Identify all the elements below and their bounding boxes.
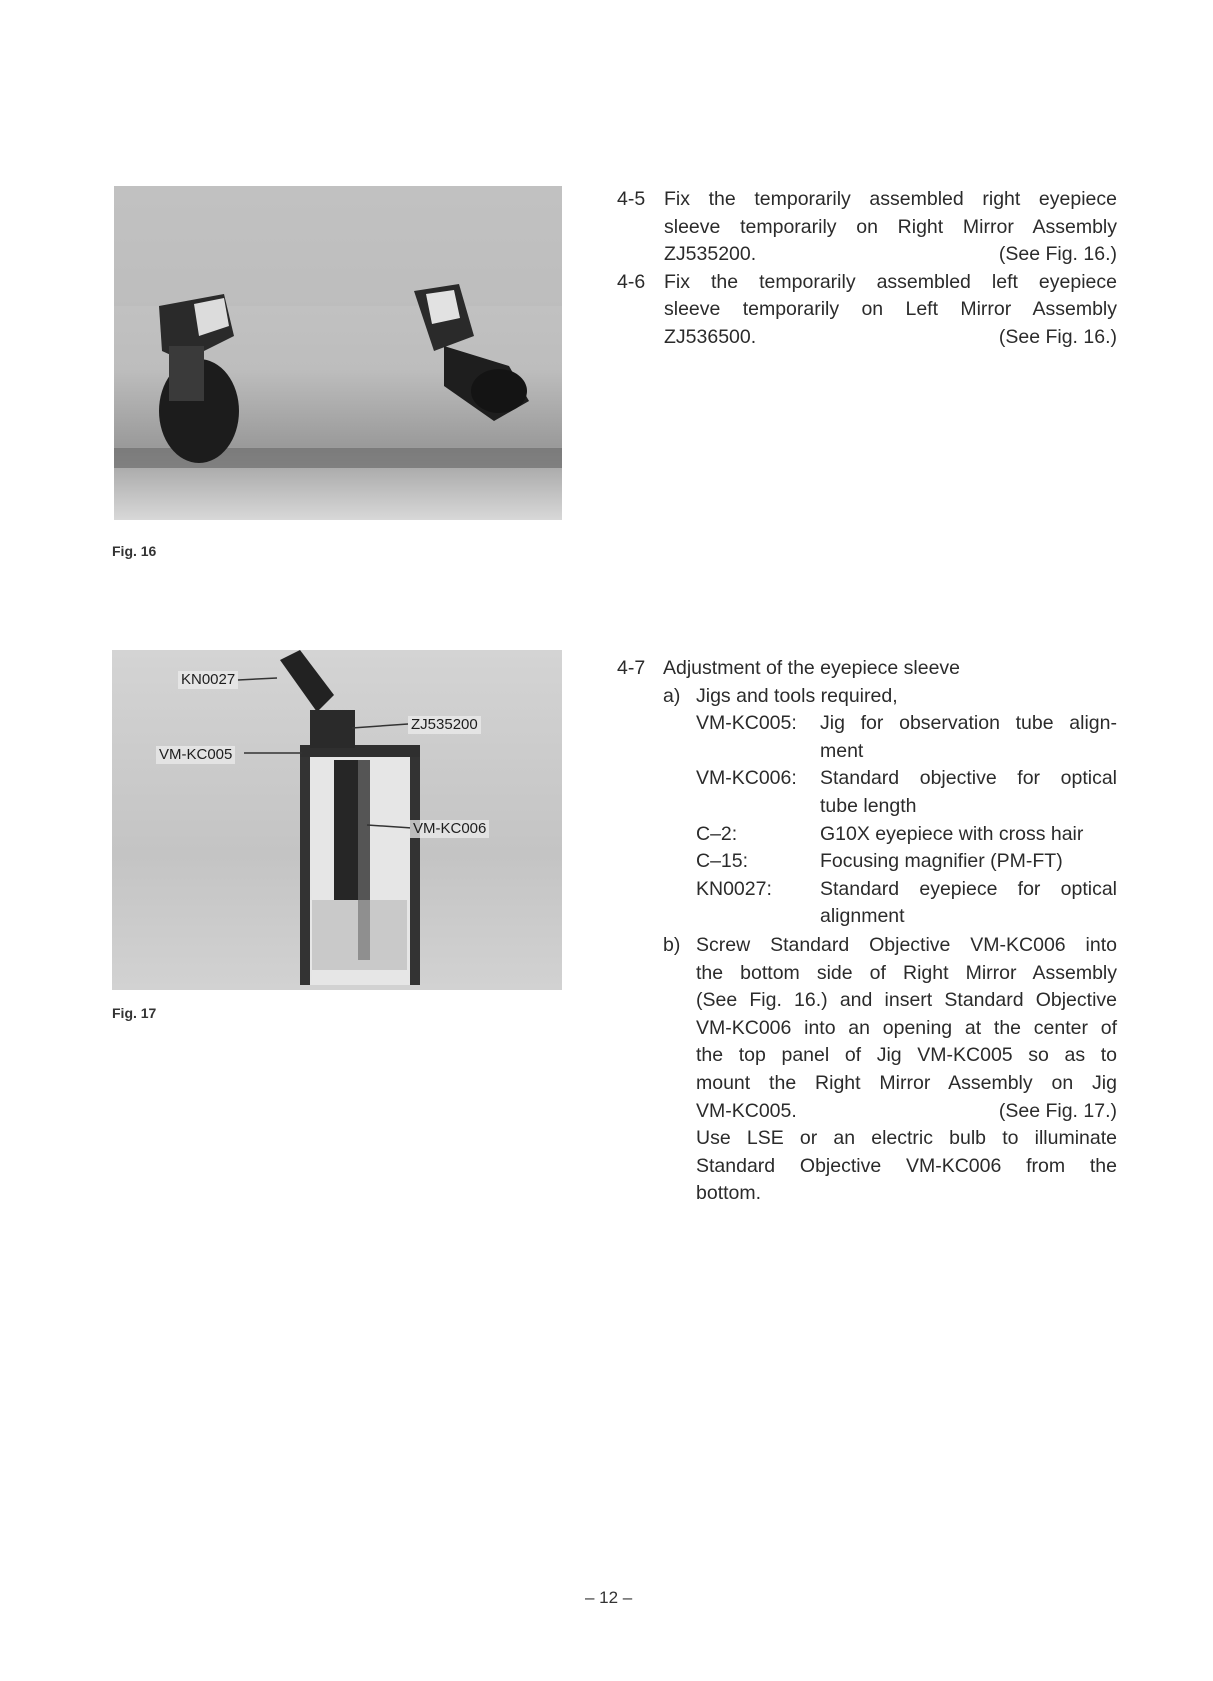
figure-17-image <box>112 650 562 990</box>
substep-text-line: Standard Objective VM-KC006 from the <box>696 1154 1117 1177</box>
substep-text-line: (See Fig. 16.) and insert Standard Objective <box>696 989 1117 1012</box>
tool-description: Standard eyepiece for optical <box>820 877 1117 900</box>
substep-text-line: VM-KC006 into an opening at the center of <box>696 1016 1117 1039</box>
tool-description-cont: tube length <box>820 794 917 817</box>
tool-row <box>696 710 1117 765</box>
substep-text-line: the bottom side of Right Mirror Assembly <box>696 961 1117 984</box>
figure-reference: (See Fig. 17.) <box>998 1099 1117 1122</box>
tool-code: C–2: <box>696 822 738 845</box>
substep-text-line: Screw Standard Objective VM-KC006 into <box>696 933 1117 956</box>
substep-text-line: Use LSE or an electric bulb to illuminate <box>696 1127 1117 1150</box>
substep-b <box>617 932 1117 1208</box>
step-4-7 <box>617 655 1117 1208</box>
substep-ref-row <box>696 1098 1117 1126</box>
callout-vmkc006: VM-KC006 <box>410 820 489 838</box>
tool-row <box>696 765 1117 820</box>
callout-vmkc005: VM-KC005 <box>156 746 235 764</box>
step-4-7-heading <box>617 655 1117 683</box>
substep-a <box>617 683 1117 711</box>
tool-code: VM-KC005: <box>696 712 797 735</box>
tool-description-cont: ment <box>820 739 864 762</box>
page-number: – 12 – <box>585 1588 633 1607</box>
tool-description: Focusing magnifier (PM-FT) <box>820 850 1063 873</box>
figure-reference: (See Fig. 16.) <box>998 243 1117 266</box>
tool-description-cont: alignment <box>820 905 905 928</box>
substep-text-line: the top panel of Jig VM-KC005 so as to <box>696 1044 1117 1067</box>
tool-description: G10X eyepiece with cross hair <box>820 822 1084 845</box>
tool-code: C–15: <box>696 850 749 873</box>
step-text-line: sleeve temporarily on Right Mirror Assembly <box>664 215 1117 238</box>
tool-code: KN0027: <box>696 877 772 900</box>
step-4-5 <box>617 186 1117 269</box>
step-ref-row <box>664 241 1117 269</box>
step-4-6 <box>617 269 1117 352</box>
figure-reference: (See Fig. 16.) <box>998 325 1117 348</box>
part-number: ZJ536500. <box>664 325 757 348</box>
figure-16-photo <box>114 186 562 520</box>
tool-row <box>696 848 1117 876</box>
substep-label: b) <box>663 933 681 956</box>
figure-16-image <box>114 186 562 520</box>
step-text-line: Fix the temporarily assembled right eyepiece <box>664 188 1117 210</box>
step-text-line: sleeve temporarily on Left Mirror Assembly <box>664 298 1117 321</box>
figure-17-photo <box>112 650 562 990</box>
step-number: 4-6 <box>617 270 646 293</box>
tool-description: Standard objective for optical <box>820 767 1117 790</box>
step-text-line: Fix the temporarily assembled left eyepiece <box>664 270 1117 293</box>
tool-description: Jig for observation tube align- <box>820 712 1117 735</box>
callout-zj535200: ZJ535200 <box>408 716 481 734</box>
tool-row <box>696 821 1117 849</box>
steps-4-5-4-6 <box>617 186 1117 352</box>
substep-text-line: bottom. <box>696 1182 762 1205</box>
figure-16-caption: Fig. 16 <box>112 543 157 559</box>
part-number: VM-KC005. <box>696 1099 797 1122</box>
figure-17-caption: Fig. 17 <box>112 1005 157 1021</box>
tools-list <box>617 710 1117 931</box>
substep-label: a) <box>663 684 681 707</box>
callout-kn0027: KN0027 <box>178 671 238 689</box>
tool-row <box>696 876 1117 931</box>
part-number: ZJ535200. <box>664 243 757 266</box>
step-number: 4-7 <box>617 657 646 679</box>
substep-text-line: mount the Right Mirror Assembly on Jig <box>696 1071 1117 1094</box>
step-ref-row <box>664 324 1117 352</box>
tool-code: VM-KC006: <box>696 767 797 790</box>
step-title: Adjustment of the eyepiece sleeve <box>663 657 961 679</box>
step-number: 4-5 <box>617 188 646 210</box>
substep-text: Jigs and tools required, <box>696 684 898 707</box>
